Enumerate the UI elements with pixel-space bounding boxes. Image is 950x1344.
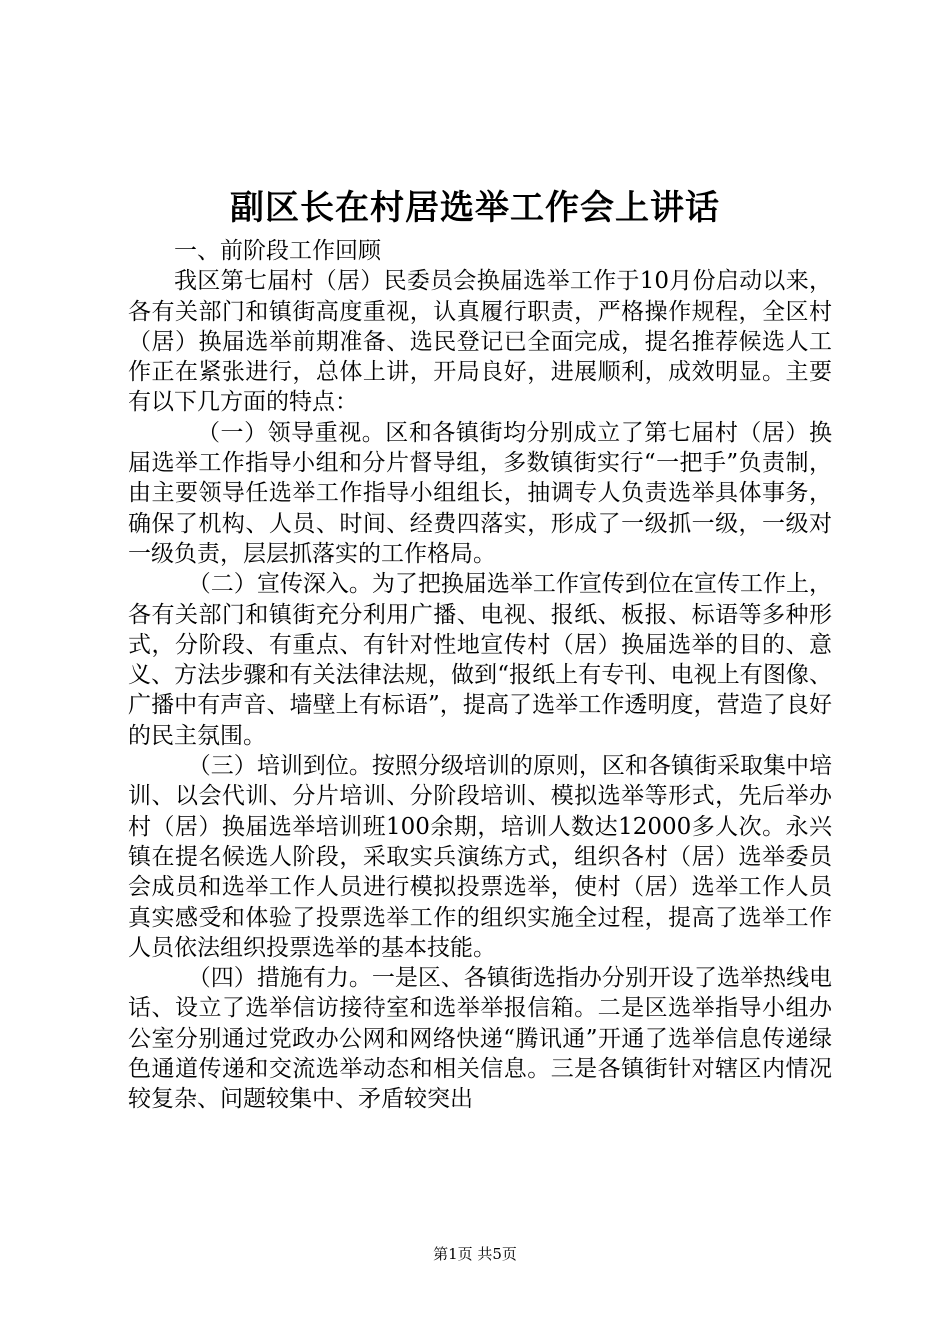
paragraph-point-1: （一）领导重视。区和各镇街均分别成立了第七届村（居）换届选举工作指导小组和分片督导组，多数镇街实行“一把手”负责制，由主要领导任选举工作指导小组组长，抽调专人负责选举具体事务，确保了机构、人员、时间、经费四落实，形成了一级抓一级，一级对一级负责，层层抓落实的工作格局。	[128, 419, 832, 567]
document-title: 副区长在村居选举工作会上讲话	[230, 188, 720, 228]
paragraph-point-2: （二）宣传深入。为了把换届选举工作宣传到位在宣传工作上，各有关部门和镇街充分利用广播、电视、报纸、板报、标语等多种形式，分阶段、有重点、有针对性地宣传村（居）换届选举的目的、意义、方法步骤和有关法律法规，做到“报纸上有专刊、电视上有图像、广播中有声音、墙壁上有标语”，提高了选举工作透明度，营造了良好的民主氛围。	[128, 571, 832, 749]
section-heading: 一、前阶段工作回顾	[174, 238, 381, 264]
paragraph-intro: 我区第七届村（居）民委员会换届选举工作于10月份启动以来，各有关部门和镇街高度重视，认真履行职责，严格操作规程，全区村（居）换届选举前期准备、选民登记已全面完成，提名推荐候选人工作正在紧张进行，总体上讲，开局良好，进展顺利，成效明显。主要有以下几方面的特点：	[128, 268, 832, 416]
document-body	[128, 236, 832, 1115]
paragraph-point-4: （四）措施有力。一是区、各镇街选指办分别开设了选举热线电话、设立了选举信访接待室和选举举报信箱。二是区选举指导小组办公室分别通过党政办公网和网络快递“腾讯通”开通了选举信息传递绿色通道传递和交流选举动态和相关信息。三是各镇街针对辖区内情况较复杂、问题较集中、矛盾较突出	[128, 965, 832, 1113]
page-footer: 第1页 共5页	[433, 1245, 517, 1263]
paragraph-point-3: （三）培训到位。按照分级培训的原则，区和各镇街采取集中培训、以会代训、分片培训、分阶段培训、模拟选举等形式，先后举办村（居）换届选举培训班100余期，培训人数达12000多人次。永兴镇在提名候选人阶段，采取实兵演练方式，组织各村（居）选举委员会成员和选举工作人员进行模拟投票选举，使村（居）选举工作人员真实感受和体验了投票选举工作的组织实施全过程，提高了选举工作人员依法组织投票选举的基本技能。	[128, 753, 832, 961]
